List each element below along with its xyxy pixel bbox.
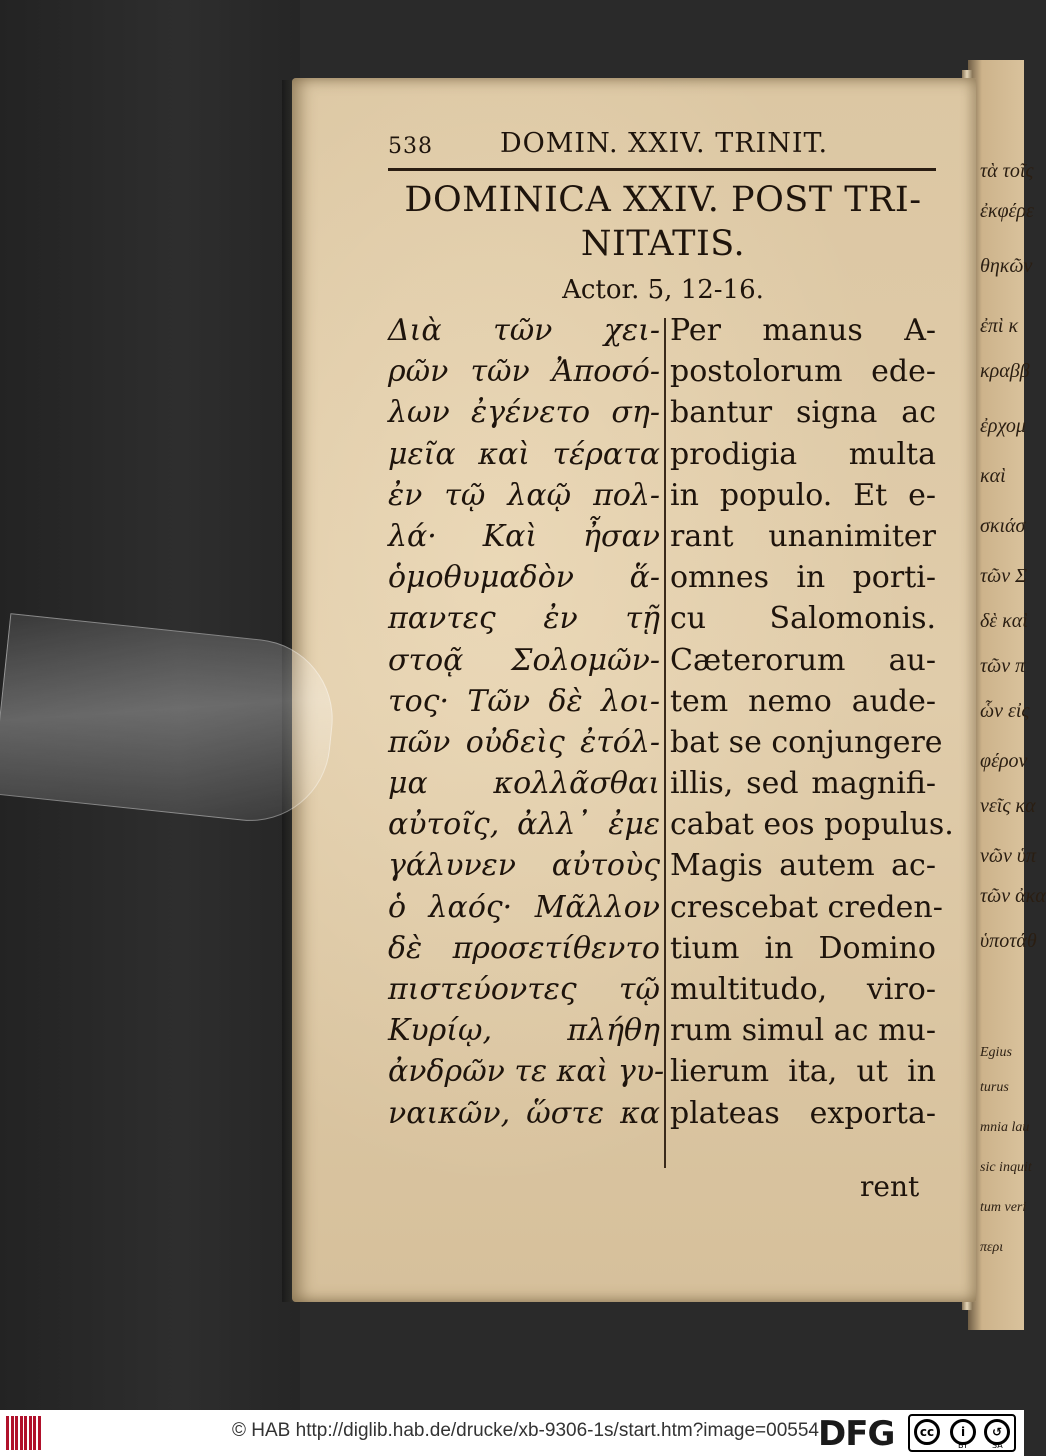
latin-text-line: plateas exporta- <box>670 1095 936 1131</box>
greek-text-line: Κυρίῳ, πλήθη <box>388 1013 660 1049</box>
latin-text-line: cabat eos populus. <box>670 807 954 843</box>
greek-text-line: ναικῶν, ὥστε κα <box>388 1095 660 1131</box>
running-title: DOMIN. XXIV. TRINIT. <box>500 128 829 159</box>
greek-text-line: στοᾷ Σολομῶν- <box>388 642 660 678</box>
by-attribution-icon: i <box>950 1419 976 1445</box>
greek-text-line: ὁ λαός· Μᾶλλον <box>388 889 660 925</box>
latin-text-line: bat se conjungere <box>670 724 943 760</box>
facing-page-fragment: θηκῶν <box>980 255 1033 277</box>
greek-text-line: πῶν οὐδεὶς ἐτόλ- <box>388 724 660 760</box>
facing-page-fragment: Egius <box>980 1045 1012 1060</box>
greek-text-line: δὲ προσετίθεντο <box>388 930 660 966</box>
latin-text-line: cu Salomonis. <box>670 601 936 637</box>
latin-text-line: Per manus A- <box>670 313 936 348</box>
facing-page-fragment: νῶν ὑπ <box>980 845 1037 867</box>
facing-page-fragment: κραββ <box>980 360 1030 382</box>
greek-text-line: αὐτοῖς, ἀλλ᾽ ἐμε <box>388 807 660 843</box>
greek-text-line: ρῶν τῶν Ἀποσό- <box>388 354 660 390</box>
greek-text-line: παντες ἐν τῇ <box>388 601 660 637</box>
latin-text-line: bantur signa ac <box>670 395 936 431</box>
greek-text-line: πιστεύοντες τῷ <box>388 972 660 1007</box>
catchword: rent <box>860 1170 920 1203</box>
facing-page-fragment: ὧν εἰς <box>980 700 1030 722</box>
cc-label: SA <box>992 1441 1003 1450</box>
latin-text-line: multitudo, viro- <box>670 972 936 1007</box>
greek-column <box>388 310 665 1134</box>
barcode-stripe <box>38 1416 41 1450</box>
facing-page-fragment: τὰ τοῖς <box>980 160 1034 182</box>
facing-page-fragment: σκιάσ <box>980 515 1026 537</box>
page-number: 538 <box>388 134 433 159</box>
facing-page <box>968 60 1046 1330</box>
facing-page-fragment: τῶν Σ <box>980 565 1028 587</box>
barcode-stripe <box>24 1416 27 1450</box>
page-title <box>388 178 938 266</box>
greek-text-line: ὁμοθυμαδὸν ἅ- <box>388 560 660 596</box>
greek-text-line: μα κολλᾶσθαι <box>388 766 660 802</box>
footer-bar <box>0 1410 1024 1456</box>
facing-page-fragment: τῶν π <box>980 655 1026 677</box>
latin-text-line: Cæterorum au- <box>670 642 936 678</box>
facing-page-fragment: turus <box>980 1080 1009 1095</box>
cc-icon: cc <box>914 1419 940 1445</box>
facing-page-fragment: mnia lau <box>980 1120 1030 1135</box>
copyright-link[interactable]: © HAB http://diglib.hab.de/drucke/xb-9306-1s/start.htm?image=00554 <box>232 1420 819 1441</box>
barcode-stripe <box>29 1416 32 1450</box>
greek-text-line: τος· Τῶν δὲ λοι- <box>388 683 660 719</box>
greek-text-line: Διὰ τῶν χει- <box>388 313 660 348</box>
greek-text-line: γάλυνεν αὐτοὺς <box>388 848 660 884</box>
latin-text-line: rant unanimiter <box>670 518 936 554</box>
facing-page-fragment: νεῖς κα <box>980 795 1036 817</box>
title-line: DOMINICA XXIV. POST TRI- <box>404 180 922 220</box>
latin-text-line: in populo. Et e- <box>670 477 936 513</box>
barcode-stripe <box>15 1416 18 1450</box>
latin-text-line: Magis autem ac- <box>670 848 936 884</box>
share-alike-icon: ↺ <box>984 1419 1010 1445</box>
latin-text-line: crescebat creden- <box>670 889 943 925</box>
creative-commons-license-icon[interactable] <box>908 1414 1016 1452</box>
barcode-stripe <box>11 1416 14 1450</box>
facing-page-fragment: tum veri <box>980 1200 1027 1215</box>
latin-text-line: lierum ita, ut in <box>670 1054 936 1090</box>
facing-page-fragment: ἐρχομ <box>980 415 1026 437</box>
scripture-reference: Actor. 5, 12-16. <box>562 275 764 305</box>
facing-page-fragment: τῶν ἀκα <box>980 885 1046 907</box>
title-line: NITATIS. <box>580 224 746 264</box>
barcode-stripe <box>20 1416 23 1450</box>
facing-page-fragment: ὑποτάθ <box>980 930 1037 952</box>
column-divider <box>664 318 666 1168</box>
latin-text-line: rum simul ac mu- <box>670 1013 936 1049</box>
latin-text-line: tem nemo aude- <box>670 683 936 719</box>
greek-text-line: ἀνδρῶν τε καὶ γυ- <box>388 1054 665 1090</box>
greek-text-line: λων ἐγένετο ση- <box>388 395 660 431</box>
hab-logo-icon <box>6 1416 42 1450</box>
facing-page-fragment: ἐπὶ κ <box>980 315 1019 337</box>
greek-text-line: μεῖα καὶ τέρατα <box>388 436 660 472</box>
greek-text-line: ἐν τῷ λαῷ πολ- <box>388 477 660 513</box>
facing-page-fragment: δὲ καὶ <box>980 610 1028 632</box>
latin-text-line: prodigia multa <box>670 436 936 472</box>
barcode-stripe <box>33 1416 36 1450</box>
barcode-stripe <box>6 1416 9 1450</box>
facing-page-fragment: περι <box>980 1240 1004 1255</box>
latin-column <box>670 310 954 1134</box>
facing-page-fragment: ἐκφέρε <box>980 200 1034 222</box>
facing-page-fragment: sic inquit <box>980 1160 1032 1175</box>
header-rule <box>388 168 936 171</box>
facing-page-fragment: καὶ <box>980 465 1006 487</box>
cc-label: BY <box>958 1441 968 1450</box>
latin-text-line: illis, sed magnifi- <box>670 766 936 802</box>
latin-text-line: omnes in porti- <box>670 560 936 596</box>
facing-page-fragment: φέρον <box>980 750 1028 772</box>
latin-text-line: tium in Domino <box>670 930 936 966</box>
dfg-logo: DFG <box>818 1414 895 1454</box>
running-head <box>388 128 928 164</box>
greek-text-line: λά· Καὶ ἦσαν <box>388 518 660 554</box>
latin-text-line: postolorum ede- <box>670 354 936 390</box>
